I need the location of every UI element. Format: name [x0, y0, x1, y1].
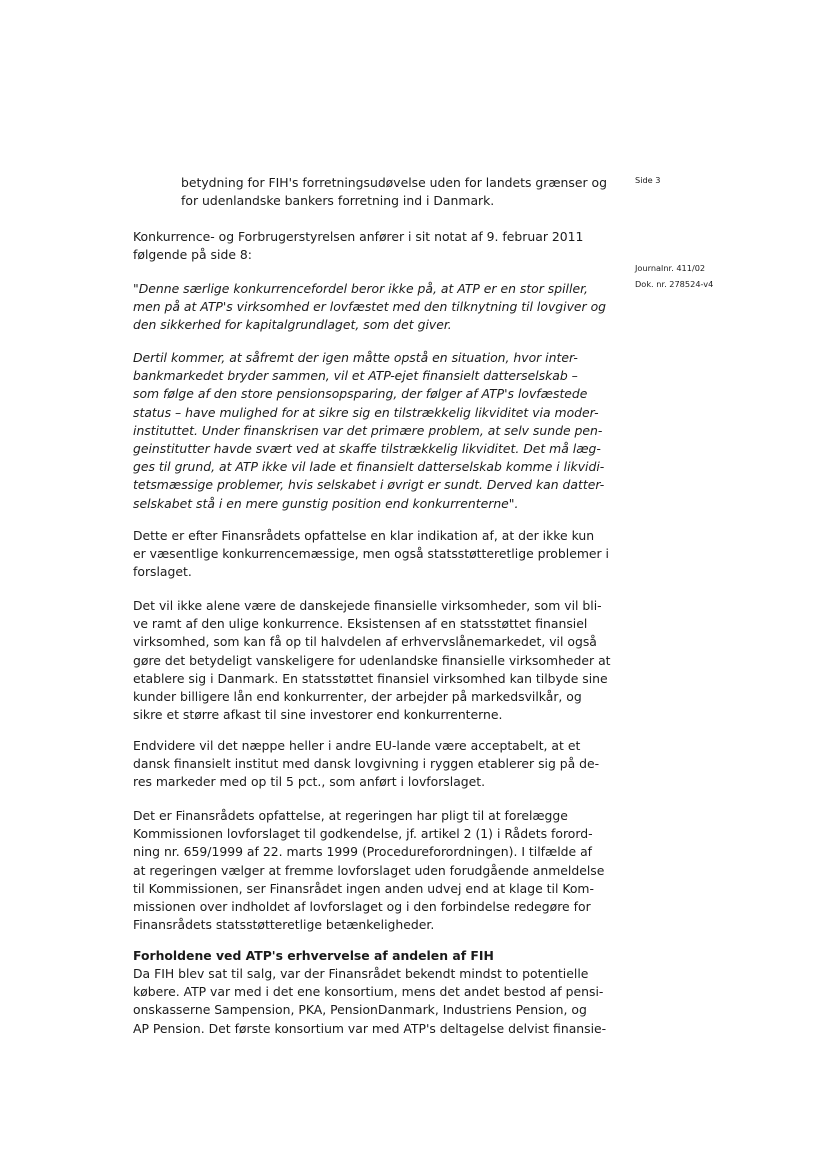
text-line: geinstitutter havde svært ved at skaffe tilstrækkelig likviditet. Det må læg-	[133, 441, 601, 457]
text-line: Det er Finansrådets opfattelse, at regeringen har pligt til at forelægge	[133, 808, 568, 823]
text-line: Kommissionen lovforslaget til godkendelse, jf. artikel 2 (1) i Rådets forord-	[133, 826, 593, 842]
text-line: den sikkerhed for kapitalgrundlaget, som det giver.	[133, 317, 452, 333]
text-line: købere. ATP var med i det ene konsortium, mens det andet bestod af pensi-	[133, 984, 604, 1000]
text-line: AP Pension. Det første konsortium var med ATP's deltagelse delvist finansie-	[133, 1020, 607, 1036]
quote-block-2	[133, 349, 604, 513]
document-number: Dok. nr. 278524-v4	[635, 279, 714, 289]
text-line: til Kommissionen, ser Finansrådet ingen anden udvej end at klage til Kom-	[133, 880, 594, 896]
text-line: Da FIH blev sat til salg, var der Finansrådet bekendt mindst to potentielle	[133, 966, 589, 981]
text-line: Det vil ikke alene være de danskejede finansielle virksomheder, som vil bli-	[133, 598, 602, 613]
text-line: Endvidere vil det næppe heller i andre EU-lande være acceptabelt, at et	[133, 738, 581, 753]
text-line: selskabet stå i en mere gunstig position end konkurrenterne".	[133, 495, 519, 511]
text-line: kunder billigere lån end konkurrenter, der arbejder på markedsvilkår, og	[133, 689, 582, 705]
paragraph-commission	[133, 807, 604, 934]
text-line: bankmarkedet bryder sammen, vil et ATP-ejet finansielt datterselskab –	[133, 368, 578, 384]
text-line: ve ramt af den ulige konkurrence. Eksistensen af en statsstøttet finansiel	[133, 616, 588, 632]
text-line: tetsmæssige problemer, hvis selskabet i øvrigt er sundt. Derved kan datter-	[133, 477, 605, 493]
text-line: virksomhed, som kan få op til halvdelen af erhvervslånemarkedet, vil også	[133, 634, 597, 650]
journal-number: Journalnr. 411/02	[635, 263, 706, 273]
text-line: res markeder med op til 5 pct., som anført i lovforslaget.	[133, 774, 486, 790]
text-line: som følge af den store pensionsopsparing, der følger af ATP's lovfæstede	[133, 386, 588, 402]
quote-block-1	[133, 280, 606, 335]
text-line: Dertil kommer, at såfremt der igen måtte opstå en situation, hvor inter-	[133, 350, 578, 365]
text-line: onskasserne Sampension, PKA, PensionDanmark, Industriens Pension, og	[133, 1002, 587, 1018]
text-line: for udenlandske bankers forretning ind i Danmark.	[181, 193, 495, 209]
paragraph-competition	[133, 597, 611, 724]
text-line: Dette er efter Finansrådets opfattelse en klar indikation af, at der ikke kun	[133, 528, 595, 543]
text-line: missionen over indholdet af lovforslaget og i den forbindelse redegøre for	[133, 899, 591, 915]
page-number: Side 3	[635, 175, 661, 185]
text-line: Konkurrence- og Forbrugerstyrelsen anfører i sit notat af 9. februar 2011	[133, 229, 584, 244]
paragraph-continuation	[181, 174, 607, 210]
text-line: ning nr. 659/1999 af 22. marts 1999 (Procedureforordningen). I tilfælde af	[133, 844, 593, 860]
paragraph-indication	[133, 527, 609, 582]
text-line: er væsentlige konkurrencemæssige, men også statsstøtteretlige problemer i	[133, 546, 609, 562]
text-line: forslaget.	[133, 564, 192, 580]
text-line: status – have mulighed for at sikre sig en tilstrækkelig likviditet via moder-	[133, 404, 599, 420]
text-line: at regeringen vælger at fremme lovforslaget uden forudgående anmeldelse	[133, 862, 605, 878]
text-line: betydning for FIH's forretningsudøvelse uden for landets grænser og	[181, 175, 607, 190]
text-line: dansk finansielt institut med dansk lovgivning i ryggen etablerer sig på de-	[133, 756, 600, 772]
text-line: instituttet. Under finanskrisen var det primære problem, at selv sunde pen-	[133, 422, 603, 438]
paragraph-intro-quote	[133, 228, 583, 264]
text-line: men på at ATP's virksomhed er lovfæstet med den tilknytning til lovgiver og	[133, 299, 607, 315]
text-line: Finansrådets statsstøtteretlige betænkeligheder.	[133, 917, 435, 933]
paragraph-fih-sale	[133, 965, 606, 1038]
text-line: etablere sig i Danmark. En statsstøttet finansiel virksomhed kan tilbyde sine	[133, 670, 608, 686]
text-line: sikre et større afkast til sine investorer end konkurrenterne.	[133, 707, 503, 723]
text-line: følgende på side 8:	[133, 247, 252, 263]
text-line: ges til grund, at ATP ikke vil lade et finansielt datterselskab komme i likvidi-	[133, 459, 605, 475]
section-heading: Forholdene ved ATP's erhvervelse af andelen af FIH	[133, 948, 494, 963]
text-line: "Denne særlige konkurrencefordel beror ikke på, at ATP er en stor spiller,	[133, 281, 588, 296]
paragraph-eu	[133, 737, 599, 792]
text-line: gøre det betydeligt vanskeligere for udenlandske finansielle virksomheder at	[133, 652, 611, 668]
